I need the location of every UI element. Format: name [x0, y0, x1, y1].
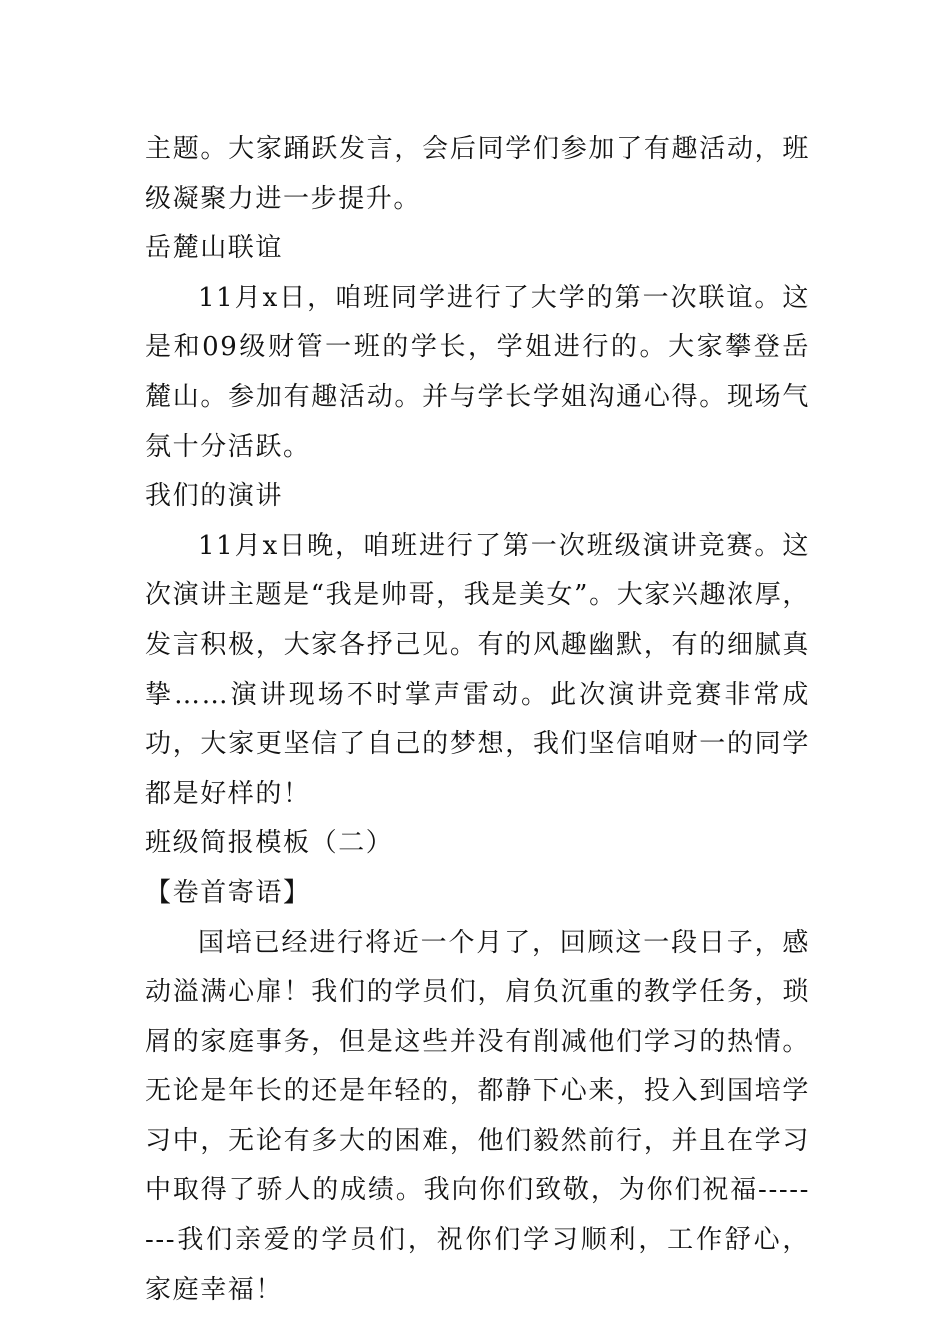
section-heading-yuelu: 岳麓山联谊 [145, 233, 284, 264]
section-heading-speech: 我们的演讲 [145, 481, 284, 512]
paragraph-yuelu: 11月x日，咱班同学进行了大学的第一次联谊。这是和09级财管一班的学长，学姐进行的。大家攀登岳麓山。参加有趣活动。并与学长学姐沟通心得。现场气氛十分活跃。 [145, 282, 810, 462]
paragraph-continued: 主题。大家踊跃发言，会后同学们参加了有趣活动，班级凝聚力进一步提升。 [145, 134, 810, 214]
paragraph-speech: 11月x日晚，咱班进行了第一次班级演讲竞赛。这次演讲主题是“我是帅哥，我是美女”。大家兴趣浓厚，发言积极，大家各抒己见。有的风趣幽默，有的细腻真挚……演讲现场不时掌声雷动。此次演讲竞赛非常成功，大家更坚信了自己的梦想，我们坚信咱财一的同学都是好样的！ [145, 530, 810, 809]
section-heading-template-2: 班级简报模板（二） [145, 828, 394, 859]
paragraph-foreword: 国培已经进行将近一个月了，回顾这一段日子，感动溢满心扉！我们的学员们，肩负沉重的教学任务，琐屑的家庭事务，但是这些并没有削减他们学习的热情。无论是年长的还是年轻的，都静下心来，投入到国培学习中，无论有多大的困难，他们毅然前行，并且在学习中取得了骄人的成绩。我向你们致敬，为你们祝福--------我们亲爱的学员们，祝你们学习顺利，工作舒心，家庭幸福！ [145, 927, 810, 1305]
section-heading-foreword: 【卷首寄语】 [145, 877, 311, 908]
document-body [145, 125, 810, 1315]
